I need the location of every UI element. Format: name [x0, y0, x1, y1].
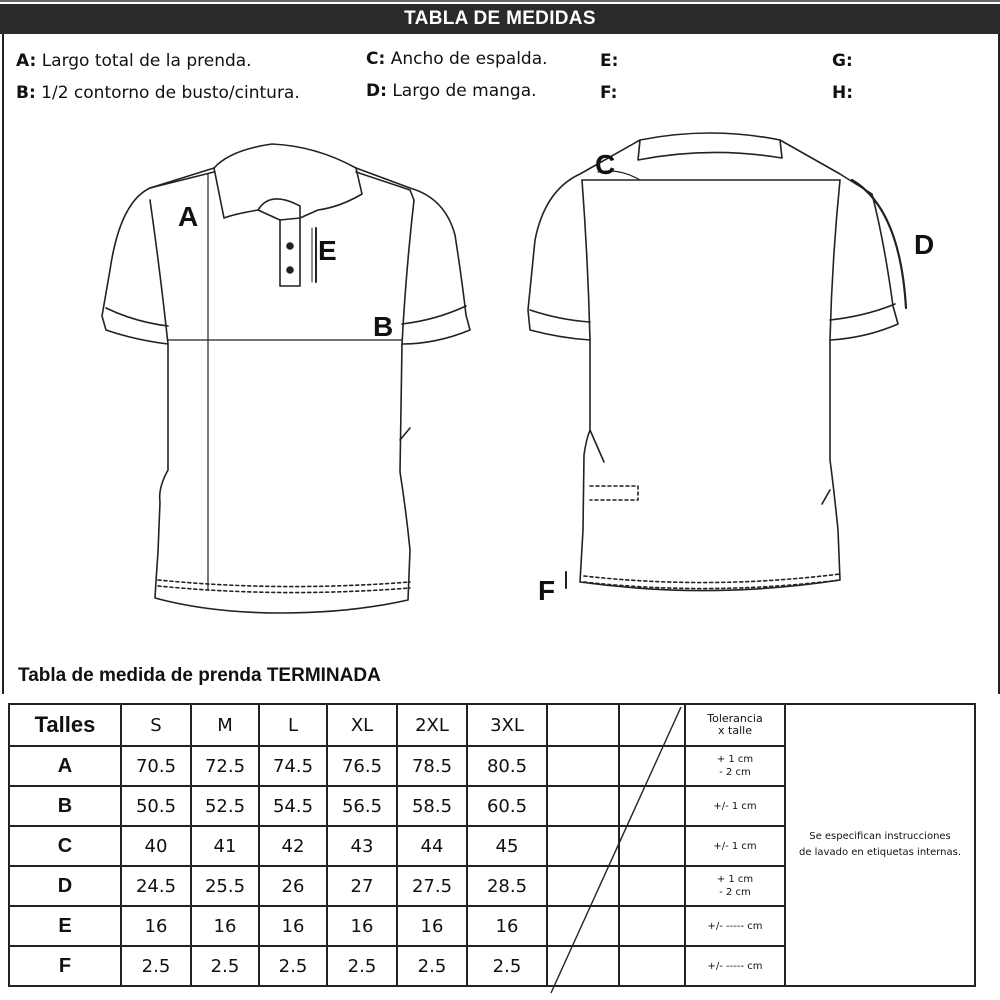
cell-value: 43 — [327, 826, 397, 866]
cell-value: 27 — [327, 866, 397, 906]
legend-item-a: A: Largo total de la prenda. — [16, 51, 252, 71]
cell-tolerance — [685, 826, 785, 866]
header-size: 2XL — [397, 704, 467, 746]
diagram-label-f: F — [538, 575, 556, 606]
cell-tolerance — [685, 866, 785, 906]
cell-value: 40 — [121, 826, 191, 866]
front-hem-stitch — [158, 580, 410, 587]
tolerance-line: - 2 cm — [719, 767, 751, 778]
header-tolerance — [685, 704, 785, 746]
header-empty — [619, 704, 685, 746]
back-side-detail-left — [590, 430, 604, 462]
measure-line-d — [852, 180, 906, 308]
legend-item-e: E: — [600, 51, 619, 71]
front-sleeve-cuff-left — [106, 308, 168, 326]
care-line: Se especifican instrucciones — [809, 831, 951, 842]
cell-value: 80.5 — [467, 746, 547, 786]
front-button — [287, 267, 293, 273]
header-size: 3XL — [467, 704, 547, 746]
cell-value: 24.5 — [121, 866, 191, 906]
header-size: M — [191, 704, 259, 746]
front-side-detail — [400, 428, 410, 440]
header-size: L — [259, 704, 327, 746]
row-label: B — [9, 786, 121, 826]
cell-value: 78.5 — [397, 746, 467, 786]
measurement-legend — [0, 40, 1000, 110]
cell-empty — [619, 746, 685, 786]
tolerance-header-line: x talle — [718, 724, 752, 737]
legend-item-f: F: — [600, 83, 618, 103]
cell-value: 74.5 — [259, 746, 327, 786]
cell-value: 58.5 — [397, 786, 467, 826]
row-label: A — [9, 746, 121, 786]
back-side-detail-right — [822, 490, 830, 504]
header-talles: Talles — [9, 704, 121, 746]
tolerance-line: - 2 cm — [719, 887, 751, 898]
cell-value: 56.5 — [327, 786, 397, 826]
cell-value: 50.5 — [121, 786, 191, 826]
diagram-label-a: A — [178, 201, 199, 232]
cell-tolerance — [685, 746, 785, 786]
row-label: F — [9, 946, 121, 986]
legend-item-c: C: Ancho de espalda. — [366, 49, 548, 69]
polo-front-illustration — [102, 144, 470, 613]
cell-value: 60.5 — [467, 786, 547, 826]
cell-value: 16 — [259, 906, 327, 946]
care-line: de lavado en etiquetas internas. — [798, 847, 962, 858]
back-label-tab — [590, 486, 638, 500]
cell-empty — [547, 826, 619, 866]
front-sleeve-cuff-right — [402, 306, 466, 324]
diagram-label-e: E — [318, 235, 337, 266]
cell-tolerance — [685, 946, 785, 986]
cell-tolerance — [685, 786, 785, 826]
cell-empty — [547, 866, 619, 906]
tolerance-line: +/- 1 cm — [713, 840, 757, 852]
cell-value: 27.5 — [397, 866, 467, 906]
page-title: TABLA DE MEDIDAS — [0, 4, 1000, 34]
back-hem-stitch — [584, 574, 840, 583]
polo-back-illustration — [528, 133, 898, 591]
row-label: D — [9, 866, 121, 906]
cell-empty — [547, 786, 619, 826]
back-armhole-right — [830, 180, 840, 340]
cell-value: 70.5 — [121, 746, 191, 786]
legend-item-b: B: 1/2 contorno de busto/cintura. — [16, 83, 300, 103]
cell-value: 2.5 — [259, 946, 327, 986]
cell-value: 72.5 — [191, 746, 259, 786]
legend-item-h: H: — [832, 83, 854, 103]
tolerance-line: +/- 1 cm — [713, 800, 757, 812]
tolerance-line: + 1 cm — [716, 754, 754, 765]
tolerance-header-line: Tolerancia — [707, 712, 763, 725]
cell-value: 16 — [191, 906, 259, 946]
front-placket — [280, 218, 300, 286]
care-instructions — [785, 704, 975, 986]
cell-empty — [619, 786, 685, 826]
cell-value: 16 — [397, 906, 467, 946]
cell-empty — [619, 946, 685, 986]
header-size: XL — [327, 704, 397, 746]
top-border — [0, 0, 1000, 2]
cell-value: 16 — [327, 906, 397, 946]
cell-empty — [619, 826, 685, 866]
row-label: E — [9, 906, 121, 946]
legend-item-d: D: Largo de manga. — [366, 81, 537, 101]
cell-value: 25.5 — [191, 866, 259, 906]
diagram-label-d: D — [914, 229, 935, 260]
tolerance-line: +/- ----- cm — [707, 960, 763, 972]
diagram-label-b: B — [373, 311, 394, 342]
size-table — [8, 703, 976, 987]
front-button — [287, 243, 293, 249]
header-empty — [547, 704, 619, 746]
cell-value: 26 — [259, 866, 327, 906]
cell-value: 28.5 — [467, 866, 547, 906]
cell-empty — [619, 866, 685, 906]
cell-value: 2.5 — [327, 946, 397, 986]
cell-value: 2.5 — [397, 946, 467, 986]
cell-value: 16 — [121, 906, 191, 946]
cell-value: 52.5 — [191, 786, 259, 826]
back-collar — [638, 133, 782, 160]
cell-value: 41 — [191, 826, 259, 866]
front-collar — [214, 144, 362, 220]
cell-value: 76.5 — [327, 746, 397, 786]
cell-empty — [547, 906, 619, 946]
diagram-label-c: C — [595, 149, 616, 180]
front-body-outline — [102, 168, 470, 613]
legend-item-g: G: — [832, 51, 853, 71]
cell-value: 45 — [467, 826, 547, 866]
tolerance-line: +/- ----- cm — [707, 920, 763, 932]
cell-empty — [619, 906, 685, 946]
cell-value: 2.5 — [467, 946, 547, 986]
table-title: Tabla de medida de prenda TERMINADA — [18, 665, 381, 686]
cell-value: 2.5 — [121, 946, 191, 986]
cell-value: 42 — [259, 826, 327, 866]
header-size: S — [121, 704, 191, 746]
cell-empty — [547, 946, 619, 986]
back-sleeve-cuff-right — [830, 304, 895, 320]
row-label: C — [9, 826, 121, 866]
cell-value: 16 — [467, 906, 547, 946]
table-header-row — [9, 704, 975, 746]
cell-value: 54.5 — [259, 786, 327, 826]
front-collar-band — [258, 199, 300, 218]
garment-diagrams — [0, 110, 1000, 650]
back-armhole-left — [582, 180, 590, 340]
front-armhole-left — [150, 200, 168, 344]
cell-value: 2.5 — [191, 946, 259, 986]
cell-value: 44 — [397, 826, 467, 866]
back-sleeve-cuff-left — [530, 310, 590, 322]
tolerance-line: + 1 cm — [716, 874, 754, 885]
cell-empty — [547, 746, 619, 786]
cell-tolerance — [685, 906, 785, 946]
front-yoke-left — [150, 172, 214, 188]
